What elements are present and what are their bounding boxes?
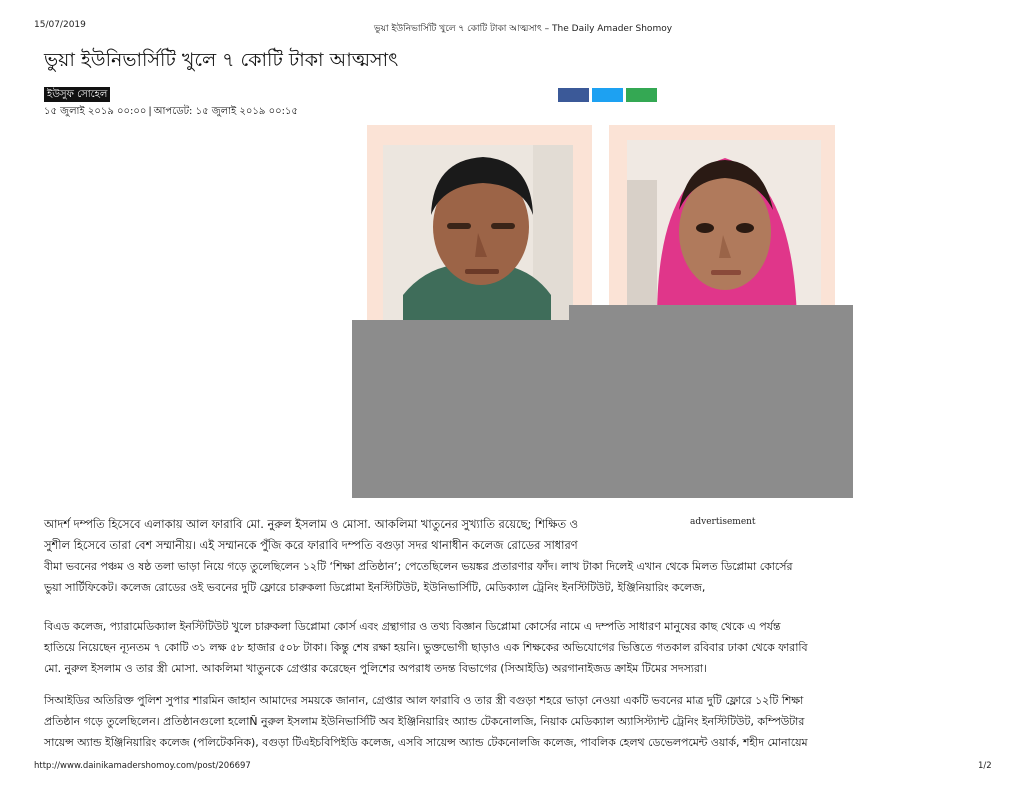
paragraph-line: ভুয়া সার্টিফিকেট। কলেজ রোডের ওই ভবনের দুটি ফ্লোরে চারুকলা ডিপ্লোমা ইনস্টিটিউট, ইউনিভার্সিটি, মেডিক্যাল ট্রেনিং ইনস্টিটিউট, ইঞ্জিনিয়ারিং কলেজ, [44,581,706,594]
updated-date: আপডেট: ১৫ জুলাই ২০১৯ ০০:১৫ [153,106,298,117]
published-date: ১৫ জুলাই ২০১৯ ০০:০০ [44,106,147,117]
author-name[interactable]: ইউসুফ সোহেল [44,87,110,102]
paragraph-line: হাতিয়ে নিয়েছেন ন্যূনতম ৭ কোটি ৩১ লক্ষ ৫৮ হাজার ৫০৮ টাকা। কিন্তু শেষ রক্ষা হয়নি। ভুক্তভোগী ছাড়াও এক শিক্ষকের অভিযোগের ভিত্তিতে গতকাল রবিবার ঢাকা থেকে ফারাবি [44,641,808,654]
paragraph-line: বীমা ভবনের পঞ্চম ও ষষ্ঠ তলা ভাড়া নিয়ে গড়ে তুলেছিলেন ১২টি ‘শিক্ষা প্রতিষ্ঠান’; পেতেছিলেন ভয়ঙ্কর প্রতারণার ফাঁদ। লাখ টাকা দিলেই এখান থেকে মিলত ডিপ্লোমা কোর্সের [44,560,793,573]
article-headline: ভুয়া ইউনিভার্সিটি খুলে ৭ কোটি টাকা আত্মসাৎ [44,49,399,71]
article-paragraph-3 [44,690,808,753]
print-page-title: ভুয়া ইউনিভার্সিটি খুলে ৭ কোটি টাকা আত্মসাৎ – The Daily Amader Shomoy [374,24,673,34]
email-share-icon[interactable] [626,88,657,102]
paragraph-line: সুশীল হিসেবে তারা বেশ সম্মানীয়। এই সম্মানকে পুঁজি করে ফারাবি দম্পতি বগুড়া সদর থানাধীন কলেজ রোডের সাধারণ [44,538,578,552]
print-date: 15/07/2019 [34,20,86,30]
paragraph-line: সায়েন্স অ্যান্ড ইঞ্জিনিয়ারিং কলেজ (পলিটেকনিক), বগুড়া টিএইচবিপিইডি কলেজ, এসবি সায়েন্স অ্যান্ড টেকনোলজি কলেজ, পাবলিক হেলথ ডেভেলপমেন্ট ওয়ার্ক, শহীদ মোনায়েম [44,736,808,749]
paragraph-line: বিএড কলেজ, প্যারামেডিক্যাল ইনস্টিটিউট খুলে চারুকলা ডিপ্লোমা কোর্স এবং গ্রন্থাগার ও তথ্য বিজ্ঞান ডিপ্লোমা কোর্সের নামে এ দম্পতি সাধারণ মানুষের কাছ থেকে এ পর্যন্ত [44,620,781,633]
twitter-share-icon[interactable] [592,88,623,102]
page-indicator: 1/2 [978,761,992,771]
image-overlay [352,320,853,498]
paragraph-line: আদর্শ দম্পতি হিসেবে এলাকায় আল ফারাবি মো. নুরুল ইসলাম ও মোসা. আকলিমা খাতুনের সুখ্যাতি রয়েছে; শিক্ষিত ও [44,517,579,531]
article-paragraph-1 [44,514,792,598]
facebook-share-icon[interactable] [558,88,589,102]
article-dates: ১৫ জুলাই ২০১৯ ০০:০০ | আপডেট: ১৫ জুলাই ২০১৯ ০০:১৫ [44,106,298,117]
man-portrait-photo [383,145,573,320]
article-paragraph-2 [44,616,808,679]
paragraph-line: প্রতিষ্ঠান গড়ে তুলেছিলেন। প্রতিষ্ঠানগুলো হলোÑ নুরুল ইসলাম ইউনিভার্সিটি অব ইঞ্জিনিয়ারিং অ্যান্ড টেকনোলজি, নিয়াক মেডিক্যাল অ্যাসিস্ট্যান্ট ট্রেনিং ইনস্টিটিউট, কম্পিউটার [44,715,805,728]
woman-portrait-photo [627,140,821,320]
paragraph-line: মো. নুরুল ইসলাম ও তার স্ত্রী মোসা. আকলিমা খাতুনকে গ্রেপ্তার করেছেন পুলিশের অপরাধ তদন্ত বিভাগের (সিআইডি) অরগানাইজড ক্রাইম টিমের সদস্যরা। [44,662,707,675]
paragraph-line: সিআইডির অতিরিক্ত পুলিশ সুপার শারমিন জাহান আমাদের সময়কে জানান, গ্রেপ্তার আল ফারাবি ও তার স্ত্রী বগুড়া শহরে ভাড়া নেওয়া একটি ভবনের মাত্র দুটি ফ্লোরে ১২টি শিক্ষা [44,694,804,707]
advertisement-label: advertisement [690,517,756,527]
footer-url[interactable]: http://www.dainikamadershomoy.com/post/206697 [34,761,251,771]
share-bar [558,88,657,102]
